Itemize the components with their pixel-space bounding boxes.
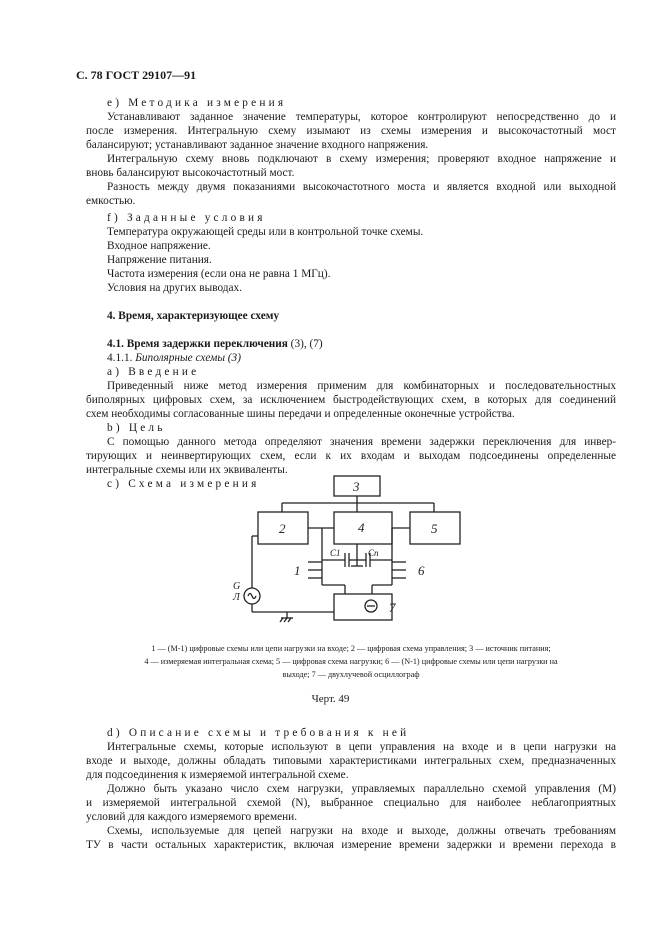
label-box-7: 7 xyxy=(389,600,396,615)
paragraph-line: Схемы, используемые для цепей нагрузки на входе и выходе, должны отвечать требованиям xyxy=(107,825,616,837)
label-box-4: 4 xyxy=(358,520,365,535)
section-d-title: d) Описание схемы и требования к ней xyxy=(107,727,410,739)
paragraph-line: условий для каждого измеряемого времени. xyxy=(86,811,298,823)
list-item: Входное напряжение. xyxy=(107,240,211,252)
paragraph-line: Разность между двумя показаниями высокочастотного моста и является входной или выходной xyxy=(107,181,616,193)
paragraph-line: вновь балансируют высокочастотный мост. xyxy=(86,167,295,179)
paragraph-line: после измерения. Интегральную схему изымают из схемы измерения и высокочастотный мост xyxy=(86,125,616,137)
figure-label: Черт. 49 xyxy=(311,693,350,705)
section-e-title: e) Методика измерения xyxy=(107,97,287,109)
paragraph-line: интегральные схемы или их эквиваленты. xyxy=(86,464,288,476)
paragraph-line: Интегральные схемы, которые используют в цепи управления на входе и в цепи нагрузки на xyxy=(107,741,616,753)
scheme-title: c) Схема измерения xyxy=(107,478,260,490)
subsection-4-1-refs: (3), (7) xyxy=(287,338,323,350)
label-box-5: 5 xyxy=(431,521,438,536)
label-box-2: 2 xyxy=(279,521,286,536)
paragraph-line: входе и выходе, должны обладать типовыми характеристиками интегральных схем, предназначенных xyxy=(86,755,616,767)
subsection-4-1-title: 4.1. Время задержки переключения xyxy=(107,338,288,350)
label-c1: C1 xyxy=(330,548,341,558)
oscilloscope-box xyxy=(334,594,392,620)
label-cn: Cn xyxy=(368,548,379,558)
paragraph-line: Устанавливают заданное значение температуры, которое контролируют непосредственно до и xyxy=(107,111,616,123)
section-f-title: f) Заданные условия xyxy=(107,212,266,224)
label-1: 1 xyxy=(294,563,301,578)
figure-caption-line: 1 — (M-1) цифровые схемы или цепи нагрузки на входе; 2 — цифровая схема управления; 3 — источник питания; xyxy=(151,644,551,653)
label-gen-symbol: Л xyxy=(233,592,240,603)
paragraph-line: для подсоединения к измеряемой интегральной схеме. xyxy=(86,769,349,781)
label-6: 6 xyxy=(418,563,425,578)
figure-caption-line: 4 — измеряемая интегральная схема; 5 — цифровая схема нагрузки; 6 — (N-1) цифровые схемы или цепи нагрузки на xyxy=(144,657,558,666)
paragraph-line: тирующих и неинвертирующих схем, если к их входам и выходам подсоединены определенные xyxy=(86,450,616,462)
figure-caption-line: выходе; 7 — двухлучевой осциллограф xyxy=(282,670,420,679)
paragraph-line: балансируют; устанавливают заданное значение входного напряжения. xyxy=(86,139,429,151)
paragraph-line: С помощью данного метода определяют значения времени задержки переключения для инвер- xyxy=(107,436,616,448)
label-g: G xyxy=(233,581,241,592)
list-item: Напряжение питания. xyxy=(107,254,212,266)
purpose-title: b) Цель xyxy=(107,422,166,434)
label-box-3: 3 xyxy=(353,479,360,494)
paragraph-line: Интегральную схему вновь подключают в схему измерения; проверяют входное напряжение и xyxy=(107,153,616,165)
list-item: Частота измерения (если она не равна 1 МГц). xyxy=(107,268,331,280)
paragraph-line: Должно быть указано число схем нагрузки, управляемых параллельно схемой управления (M) xyxy=(107,783,616,795)
paragraph-line: и измеряемой интегральной схемой (N), выбранное специально для наиболее неблагоприятных xyxy=(86,797,616,809)
paragraph-line: ТУ в части остальных характеристик, включая измерение времени задержки и времени перехода в xyxy=(86,839,616,851)
page-header: С. 78 ГОСТ 29107—91 xyxy=(76,68,197,82)
introduction-title: a) Введение xyxy=(107,366,200,378)
paragraph-line: емкостью. xyxy=(86,195,136,207)
subsection-4-1-1-number: 4.1.1. xyxy=(107,352,133,364)
section-4-heading: 4. Время, характеризующее схему xyxy=(107,310,280,322)
list-item: Условия на других выводах. xyxy=(107,282,243,294)
paragraph-line: Приведенный ниже метод измерения применим для комбинаторных и последовательностных xyxy=(107,380,616,392)
paragraph-line: схем необходимы согласованные шины передачи и определенные оконечные устройства. xyxy=(86,408,515,420)
subsection-4-1-1-title: Биполярные схемы (3) xyxy=(135,352,241,364)
list-item: Температура окружающей среды или в контрольной точке схемы. xyxy=(107,226,424,238)
paragraph-line: биполярных цифровых схем, за исключением быстродействующих схем, в которых для соединений xyxy=(86,394,616,406)
